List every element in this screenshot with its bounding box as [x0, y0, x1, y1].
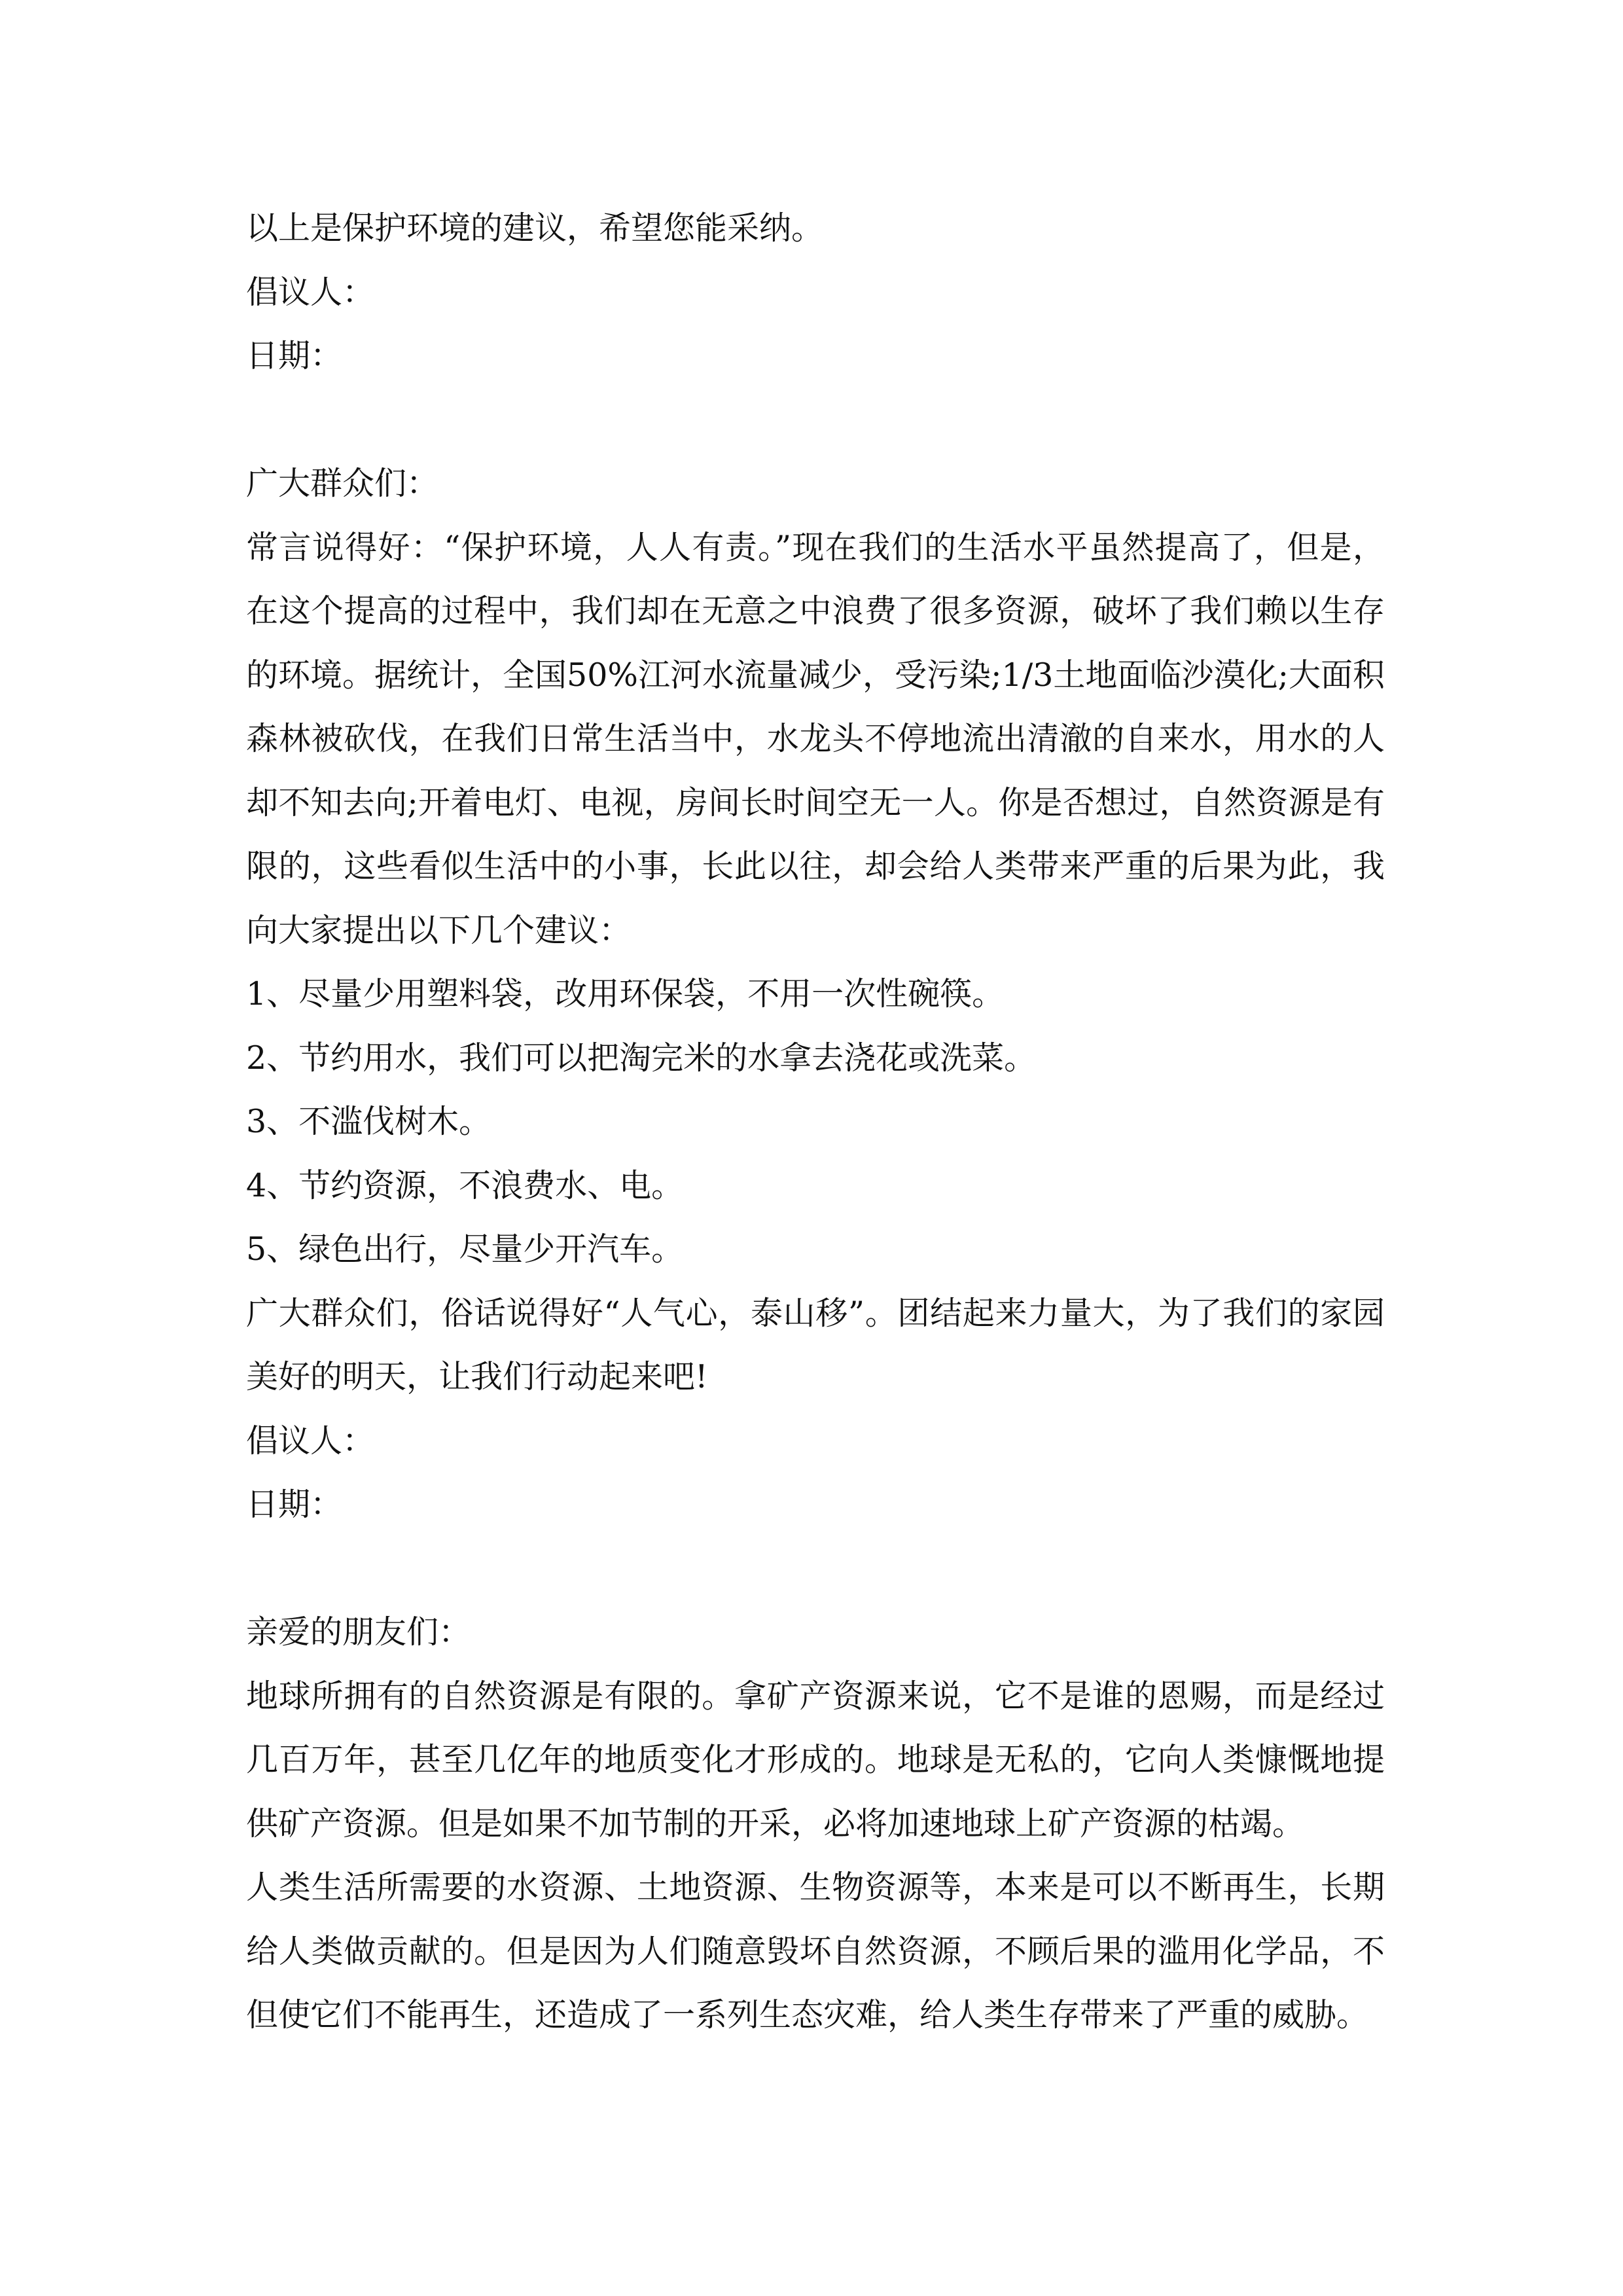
list-item: 5、绿色出行，尽量少开汽车。: [246, 1230, 684, 1268]
salutation: 广大群众们：: [246, 465, 439, 502]
salutation: 亲爱的朋友们：: [246, 1613, 471, 1651]
signature-line: 倡议人：: [246, 1422, 375, 1460]
list-item: 4、节约资源，不浪费水、电。: [246, 1166, 684, 1204]
appeal-paragraph: 广大群众们，俗话说得好“人气心，泰山移”。团结起来力量大，为了我们的家园美好的明天，让我们行动起来吧!: [246, 1294, 1385, 1395]
date-line: 日期：: [246, 337, 343, 374]
body-paragraph: 人类生活所需要的水资源、土地资源、生物资源等，本来是可以不断再生，长期给人类做贡献的。但是因为人们随意毁坏自然资源，不顾后果的滥用化学品，不但使它们不能再生，还造成了一系列生态灾难，给人类生存带来了严重的威胁。: [246, 1869, 1385, 2034]
body-paragraph: 地球所拥有的自然资源是有限的。拿矿产资源来说，它不是谁的恩赐，而是经过几百万年，甚至几亿年的地质变化才形成的。地球是无私的，它向人类慷慨地提供矿产资源。但是如果不加节制的开采，必将加速地球上矿产资源的枯竭。: [246, 1677, 1385, 1842]
spacer: [246, 388, 1385, 452]
list-item: 2、节约用水，我们可以把淘完米的水拿去浇花或洗菜。: [246, 1039, 1037, 1077]
signature-line: 倡议人：: [246, 273, 375, 311]
list-item: 3、不滥伐树木。: [246, 1103, 491, 1140]
spacer: [246, 1537, 1385, 1601]
intro-paragraph: 常言说得好：“保护环境，人人有责。”现在我们的生活水平虽然提高了，但是，在这个提高的过程中，我们却在无意之中浪费了很多资源，破坏了我们赖以生存的环境。据统计，全国50%江河水流量减少，受污染;1/3土地面临沙漠化;大面积森林被砍伐，在我们日常生活当中，水龙头不停地流出清澈的自来水，用水的人却不知去向;开着电灯、电视，房间长时间空无一人。你是否想过，自然资源是有限的，这些看似生活中的小事，长此以往，却会给人类带来严重的后果为此，我向大家提出以下几个建议：: [246, 528, 1385, 949]
closing-line: 以上是保护环境的建议，希望您能采纳。: [246, 209, 824, 247]
date-line: 日期：: [246, 1486, 343, 1523]
list-item: 1、尽量少用塑料袋，改用环保袋，不用一次性碗筷。: [246, 975, 1005, 1013]
document-body: [246, 196, 1385, 2047]
